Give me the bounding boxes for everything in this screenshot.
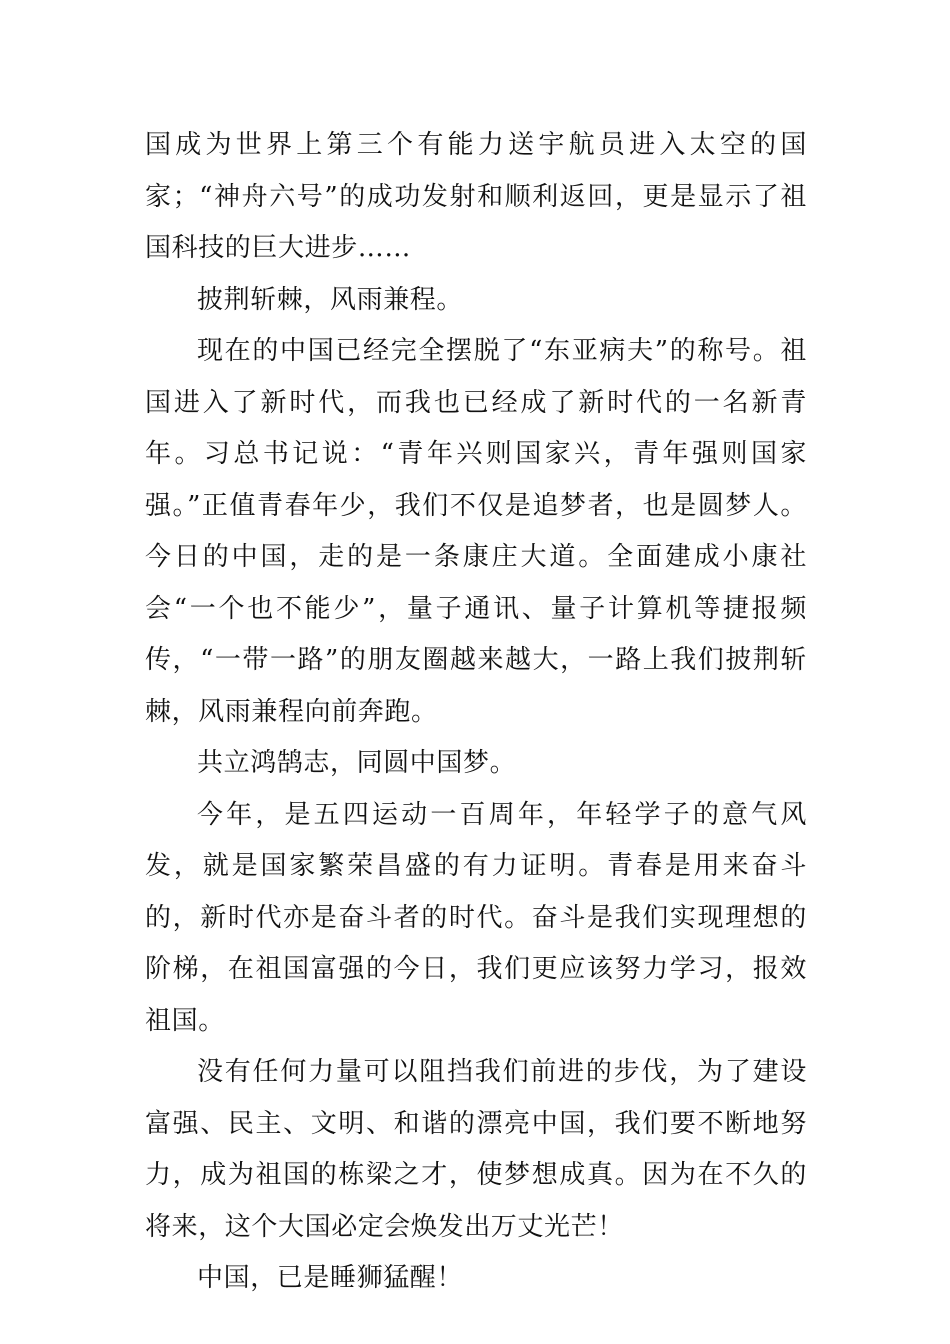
paragraph-closing-line: 中国，已是睡狮猛醒！ [197,1263,464,1293]
paragraph-heading-line: 共立鸿鹄志，同圆中国梦。 [197,748,517,778]
paragraph: 没有任何力量可以阻挡我们前进的步伐，为了建设富强、民主、文明、和谐的漂亮中国，我们要不断地努力，成为祖国的栋梁之才，使梦想成真。因为在不久的将来，这个大国必定会焕发出万丈光芒！ [145,1057,807,1242]
document-body [145,120,807,1305]
paragraph-continuation: 国成为世界上第三个有能力送宇航员进入太空的国家；“神舟六号”的成功发射和顺利返回，更是显示了祖国科技的巨大进步…… [145,130,807,263]
paragraph: 现在的中国已经完全摆脱了“东亚病夫”的称号。祖国进入了新时代，而我也已经成了新时代的一名新青年。习总书记说：“青年兴则国家兴，青年强则国家强。”正值青春年少，我们不仅是追梦者，也是圆梦人。今日的中国，走的是一条康庄大道。全面建成小康社会“一个也不能少”，量子通讯、量子计算机等捷报频传，“一带一路”的朋友圈越来越大，一路上我们披荆斩棘，风雨兼程向前奔跑。 [145,336,807,727]
paragraph: 今年，是五四运动一百周年，年轻学子的意气风发，就是国家繁荣昌盛的有力证明。青春是用来奋斗的，新时代亦是奋斗者的时代。奋斗是我们实现理想的阶梯，在祖国富强的今日，我们更应该努力学习，报效祖国。 [145,799,807,1036]
paragraph-heading-line: 披荆斩棘，风雨兼程。 [197,284,464,315]
